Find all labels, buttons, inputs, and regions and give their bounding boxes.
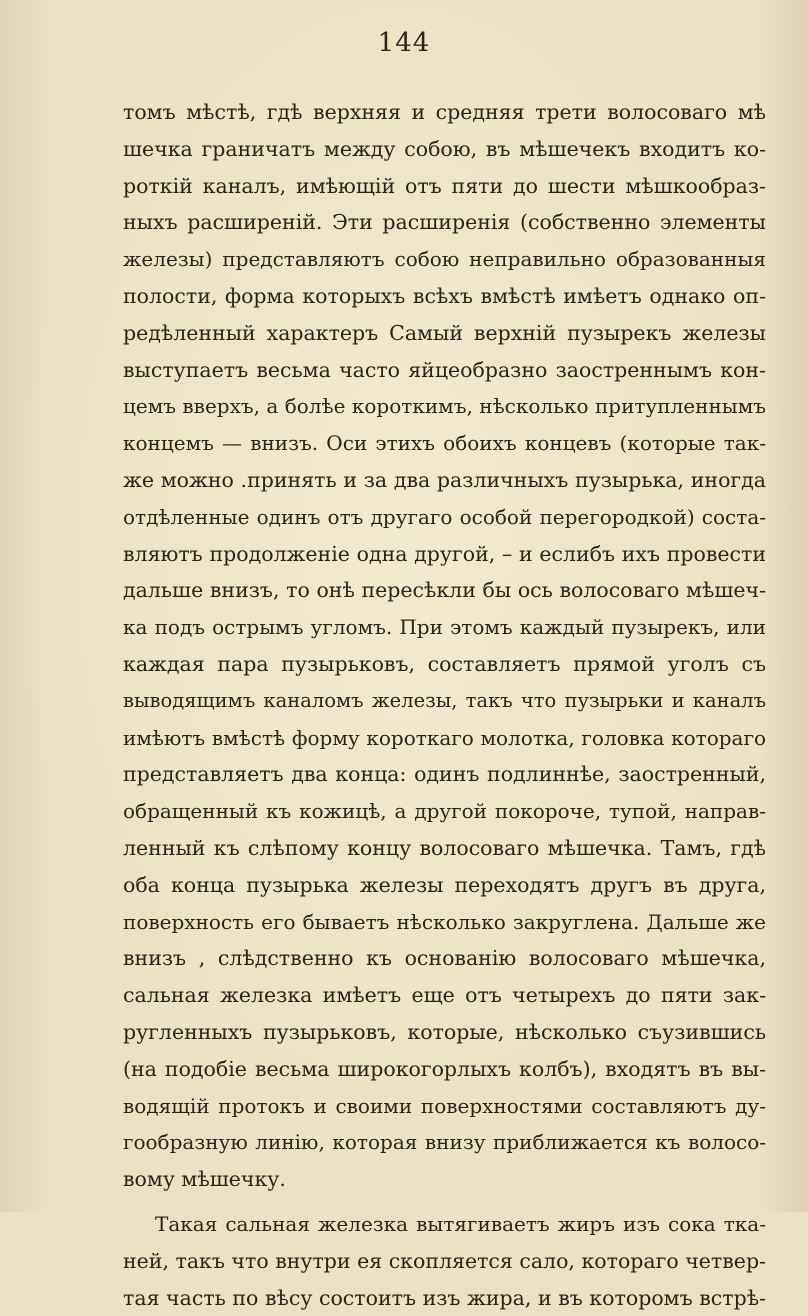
text-line: выводящимъ каналомъ железы, такъ что пузырьки и каналъ <box>123 683 766 720</box>
paragraph <box>123 1206 766 1316</box>
text-line: представляетъ два конца: одинъ подлиннѣе, заостренный, <box>123 756 766 793</box>
page-number: 144 <box>0 28 808 58</box>
text-line: вому мѣшечку. <box>123 1161 766 1198</box>
text-line: (на подобіе весьма широкогорлыхъ колбъ), входятъ въ вы- <box>123 1051 766 1088</box>
text-line: поверхность его бываетъ нѣсколько закруглена. Дальше же <box>123 904 766 941</box>
text-line: вляютъ продолженіе одна другой, – и еслибъ ихъ провести <box>123 536 766 573</box>
text-line: железы) представляютъ собою неправильно образованныя <box>123 241 766 278</box>
text-line: же можно .принять и за два различныхъ пузырька, иногда <box>123 462 766 499</box>
text-line: гообразную линію, которая внизу приближается къ волосо- <box>123 1124 766 1161</box>
text-line: водящій протокъ и своими поверхностями составляютъ ду- <box>123 1088 766 1125</box>
text-line: дальше внизъ, то онѣ пересѣкли бы ось волосоваго мѣшеч- <box>123 572 766 609</box>
text-line: Такая сальная железка вытягиваетъ жиръ изъ сока тка- <box>123 1206 766 1243</box>
text-line: ныхъ расширеній. Эти расширенія (собственно элементы <box>123 204 766 241</box>
text-line: выступаетъ весьма часто яйцеобразно заостреннымъ кон- <box>123 352 766 389</box>
text-line: редѣленный характеръ Самый верхній пузырекъ железы <box>123 315 766 352</box>
text-line: ленный къ слѣпому концу волосоваго мѣшечка. Тамъ, гдѣ <box>123 830 766 867</box>
text-line: полости, форма которыхъ всѣхъ вмѣстѣ имѣетъ однако оп- <box>123 278 766 315</box>
text-line: оба конца пузырька железы переходятъ другъ въ друга, <box>123 867 766 904</box>
text-line: тая часть по вѣсу состоитъ изъ жира, и въ которомъ встрѣ- <box>123 1280 766 1316</box>
text-line: ка подъ острымъ угломъ. При этомъ каждый пузырекъ, или <box>123 609 766 646</box>
text-line: каждая пара пузырьковъ, составляетъ прямой уголъ съ <box>123 646 766 683</box>
body-text <box>123 94 766 1316</box>
text-line: роткій каналъ, имѣющій отъ пяти до шести мѣшкообраз- <box>123 168 766 205</box>
text-line: цемъ вверхъ, а болѣе короткимъ, нѣсколько притупленнымъ <box>123 388 766 425</box>
text-line: имѣютъ вмѣстѣ форму короткаго молотка, головка котораго <box>123 720 766 757</box>
text-line: отдѣленные одинъ отъ другаго особой перегородкой) соста- <box>123 499 766 536</box>
paragraph-gap <box>123 1198 766 1206</box>
text-line: внизъ , слѣдственно къ основанію волосоваго мѣшечка, <box>123 940 766 977</box>
text-line: шечка граничатъ между собою, въ мѣшечекъ входитъ ко- <box>123 131 766 168</box>
text-line: томъ мѣстѣ, гдѣ верхняя и средняя трети волосоваго мѣ <box>123 94 766 131</box>
paragraph <box>123 94 766 1198</box>
text-line: ней, такъ что внутри ея скопляется сало, котораго четвер- <box>123 1243 766 1280</box>
text-line: ругленныхъ пузырьковъ, которые, нѣсколько съузившись <box>123 1014 766 1051</box>
text-line: обращенный къ кожицѣ, а другой покороче, тупой, направ- <box>123 793 766 830</box>
text-line: сальная железка имѣетъ еще отъ четырехъ до пяти зак- <box>123 977 766 1014</box>
text-line: концемъ — внизъ. Оси этихъ обоихъ концевъ (которые так- <box>123 425 766 462</box>
